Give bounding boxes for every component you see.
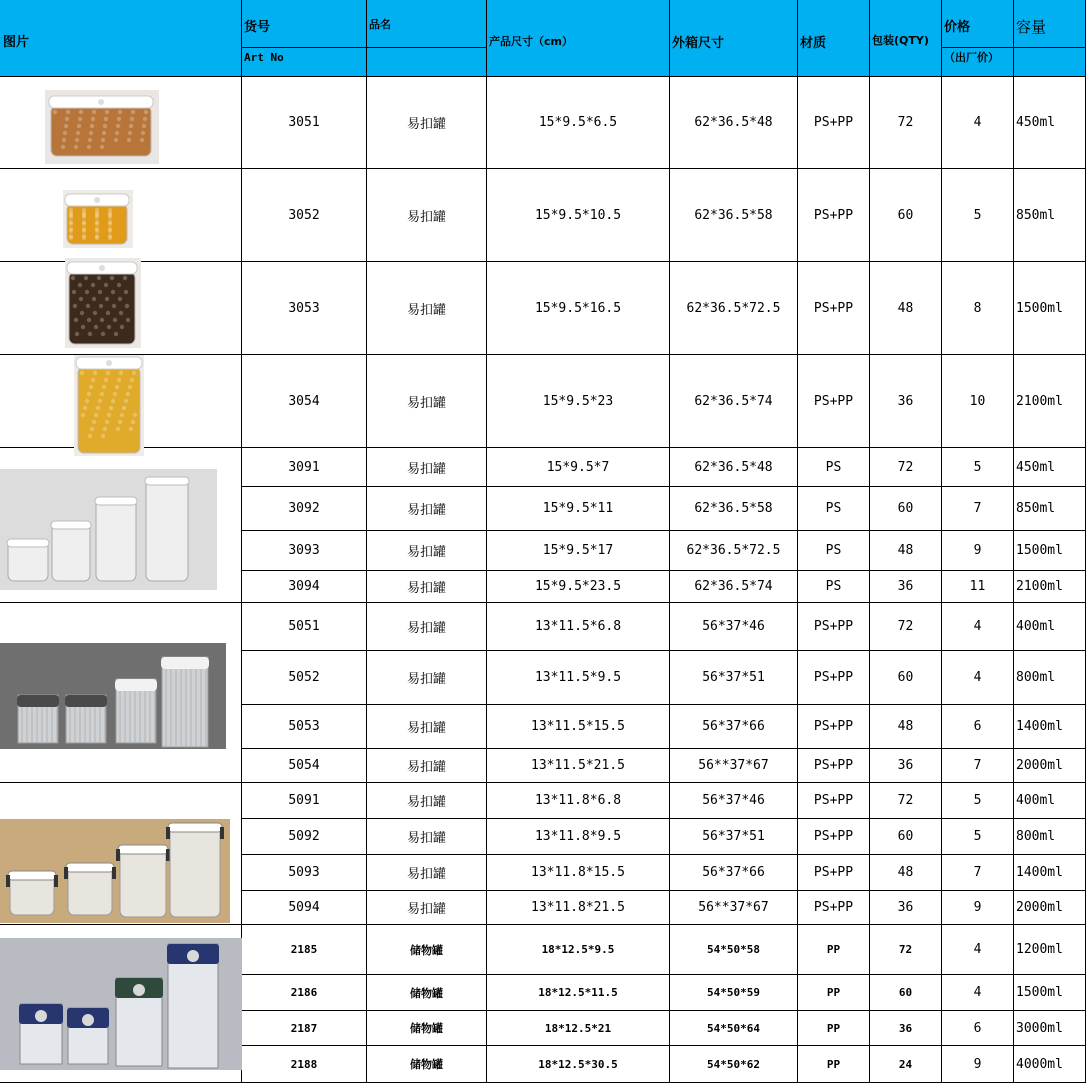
- capacity-cell: 450ml: [1014, 448, 1086, 487]
- product-size-cell: 15*9.5*7: [487, 448, 670, 487]
- price-cell: 4: [942, 603, 1014, 651]
- capacity-cell: 400ml: [1014, 603, 1086, 651]
- carton-size-cell: 56*37*66: [670, 705, 798, 749]
- capacity-cell: 800ml: [1014, 819, 1086, 855]
- product-name-cell: 易扣罐: [367, 749, 487, 783]
- price-cell: 9: [942, 1046, 1014, 1083]
- carton-size-cell: 62*36.5*74: [670, 355, 798, 448]
- product-name-cell: 易扣罐: [367, 355, 487, 448]
- capacity-cell: 400ml: [1014, 783, 1086, 819]
- product-name-cell: 易扣罐: [367, 819, 487, 855]
- header-product-size: [487, 0, 670, 77]
- pack-qty-cell: 48: [870, 531, 942, 571]
- material-cell: PS+PP: [798, 603, 870, 651]
- carton-size-cell: 56*37*51: [670, 651, 798, 705]
- capacity-cell: 800ml: [1014, 651, 1086, 705]
- material-cell: PS+PP: [798, 891, 870, 925]
- product-name-cell: 易扣罐: [367, 705, 487, 749]
- carton-size-cell: 54*50*64: [670, 1011, 798, 1046]
- material-cell: PS: [798, 448, 870, 487]
- product-name-cell: 储物罐: [367, 925, 487, 975]
- header-price: [942, 0, 1014, 77]
- pack-qty-cell: 48: [870, 262, 942, 355]
- price-cell: 6: [942, 705, 1014, 749]
- art-no-cell: 5053: [242, 705, 367, 749]
- header-art-en-label: Art No: [244, 51, 284, 64]
- material-cell: PS+PP: [798, 355, 870, 448]
- material-cell: PS+PP: [798, 749, 870, 783]
- capacity-cell: 1500ml: [1014, 531, 1086, 571]
- price-cell: 5: [942, 448, 1014, 487]
- header-pack: [870, 0, 942, 77]
- material-cell: PS: [798, 571, 870, 603]
- photo-3054-millet-container: [74, 355, 144, 456]
- photo-309x-clear-containers: [0, 469, 217, 590]
- art-no-cell: 3094: [242, 571, 367, 603]
- pack-qty-cell: 60: [870, 975, 942, 1011]
- carton-size-cell: 56*37*51: [670, 819, 798, 855]
- material-cell: PS+PP: [798, 855, 870, 891]
- carton-size-cell: 62*36.5*48: [670, 77, 798, 169]
- header-art-label: 货号: [244, 20, 271, 35]
- photo-3051-beans-container: [45, 90, 159, 164]
- pack-qty-cell: 48: [870, 855, 942, 891]
- material-cell: PS+PP: [798, 705, 870, 749]
- header-material-label: 材质: [800, 36, 827, 51]
- carton-size-cell: 56*37*46: [670, 603, 798, 651]
- header-capacity: [1014, 0, 1086, 77]
- material-cell: PS: [798, 531, 870, 571]
- product-name-cell: 易扣罐: [367, 169, 487, 262]
- carton-size-cell: 62*36.5*74: [670, 571, 798, 603]
- price-cell: 7: [942, 487, 1014, 531]
- product-size-cell: 13*11.8*6.8: [487, 783, 670, 819]
- header-price-sub-label: （出厂价）: [944, 51, 999, 64]
- price-cell: 5: [942, 169, 1014, 262]
- pack-qty-cell: 72: [870, 925, 942, 975]
- capacity-cell: 2000ml: [1014, 749, 1086, 783]
- capacity-cell: 450ml: [1014, 77, 1086, 169]
- price-cell: 4: [942, 651, 1014, 705]
- art-no-cell: 3092: [242, 487, 367, 531]
- pack-qty-cell: 60: [870, 487, 942, 531]
- pack-qty-cell: 72: [870, 783, 942, 819]
- header-capacity-label: 容量: [1016, 18, 1047, 36]
- carton-size-cell: 62*36.5*72.5: [670, 531, 798, 571]
- product-name-cell: 易扣罐: [367, 531, 487, 571]
- product-size-cell: 13*11.5*21.5: [487, 749, 670, 783]
- product-name-cell: 易扣罐: [367, 651, 487, 705]
- material-cell: PP: [798, 1011, 870, 1046]
- product-size-cell: 18*12.5*21: [487, 1011, 670, 1046]
- product-name-cell: 易扣罐: [367, 891, 487, 925]
- price-cell: 4: [942, 77, 1014, 169]
- product-size-cell: 15*9.5*11: [487, 487, 670, 531]
- price-cell: 4: [942, 925, 1014, 975]
- price-cell: 11: [942, 571, 1014, 603]
- art-no-cell: 3054: [242, 355, 367, 448]
- product-name-cell: 易扣罐: [367, 262, 487, 355]
- product-size-cell: 13*11.8*21.5: [487, 891, 670, 925]
- pack-qty-cell: 60: [870, 819, 942, 855]
- art-no-cell: 3052: [242, 169, 367, 262]
- art-no-cell: 3051: [242, 77, 367, 169]
- carton-size-cell: 62*36.5*58: [670, 487, 798, 531]
- pack-qty-cell: 60: [870, 169, 942, 262]
- product-size-cell: 15*9.5*6.5: [487, 77, 670, 169]
- price-cell: 9: [942, 891, 1014, 925]
- header-name: [367, 0, 487, 77]
- capacity-cell: 1400ml: [1014, 855, 1086, 891]
- pack-qty-cell: 72: [870, 77, 942, 169]
- product-name-cell: 储物罐: [367, 1011, 487, 1046]
- art-no-cell: 5093: [242, 855, 367, 891]
- header-name-label: 品名: [369, 18, 391, 31]
- capacity-cell: 2000ml: [1014, 891, 1086, 925]
- header-carton-size: [670, 0, 798, 77]
- capacity-cell: 850ml: [1014, 487, 1086, 531]
- product-name-cell: 易扣罐: [367, 571, 487, 603]
- pack-qty-cell: 48: [870, 705, 942, 749]
- price-cell: 6: [942, 1011, 1014, 1046]
- pack-qty-cell: 36: [870, 891, 942, 925]
- product-size-cell: 18*12.5*30.5: [487, 1046, 670, 1083]
- price-cell: 7: [942, 749, 1014, 783]
- product-name-cell: 易扣罐: [367, 487, 487, 531]
- product-name-cell: 易扣罐: [367, 783, 487, 819]
- header-price-label: 价格: [944, 20, 971, 35]
- material-cell: PP: [798, 925, 870, 975]
- photo-3052-pasta-container: [63, 190, 133, 248]
- pack-qty-cell: 36: [870, 749, 942, 783]
- header-divider: [942, 47, 1086, 48]
- capacity-cell: 4000ml: [1014, 1046, 1086, 1083]
- material-cell: PS+PP: [798, 819, 870, 855]
- carton-size-cell: 62*36.5*58: [670, 169, 798, 262]
- product-size-cell: 15*9.5*23.5: [487, 571, 670, 603]
- product-name-cell: 易扣罐: [367, 448, 487, 487]
- product-size-cell: 13*11.8*15.5: [487, 855, 670, 891]
- art-no-cell: 5051: [242, 603, 367, 651]
- photo-509x-clip-lid-containers: [0, 819, 230, 923]
- price-cell: 10: [942, 355, 1014, 448]
- price-cell: 4: [942, 975, 1014, 1011]
- capacity-cell: 1500ml: [1014, 975, 1086, 1011]
- carton-size-cell: 54*50*59: [670, 975, 798, 1011]
- product-size-cell: 13*11.5*6.8: [487, 603, 670, 651]
- product-size-cell: 13*11.8*9.5: [487, 819, 670, 855]
- carton-size-cell: 56**37*67: [670, 749, 798, 783]
- header-art: [242, 0, 367, 77]
- header-divider: [242, 47, 487, 48]
- material-cell: PP: [798, 1046, 870, 1083]
- product-name-cell: 易扣罐: [367, 855, 487, 891]
- product-name-cell: 储物罐: [367, 1046, 487, 1083]
- material-cell: PS+PP: [798, 783, 870, 819]
- capacity-cell: 1200ml: [1014, 925, 1086, 975]
- product-size-cell: 15*9.5*16.5: [487, 262, 670, 355]
- art-no-cell: 5052: [242, 651, 367, 705]
- photo-218x-colored-lid-containers: [0, 938, 242, 1070]
- material-cell: PP: [798, 975, 870, 1011]
- photo-3053-coffee-container: [65, 258, 141, 348]
- material-cell: PS+PP: [798, 262, 870, 355]
- art-no-cell: 2185: [242, 925, 367, 975]
- carton-size-cell: 62*36.5*72.5: [670, 262, 798, 355]
- product-name-cell: 易扣罐: [367, 603, 487, 651]
- carton-size-cell: 56**37*67: [670, 891, 798, 925]
- carton-size-cell: 56*37*66: [670, 855, 798, 891]
- pack-qty-cell: 24: [870, 1046, 942, 1083]
- pack-qty-cell: 36: [870, 1011, 942, 1046]
- art-no-cell: 3093: [242, 531, 367, 571]
- price-cell: 5: [942, 819, 1014, 855]
- product-size-cell: 15*9.5*10.5: [487, 169, 670, 262]
- product-name-cell: 易扣罐: [367, 77, 487, 169]
- pack-qty-cell: 72: [870, 448, 942, 487]
- capacity-cell: 2100ml: [1014, 571, 1086, 603]
- capacity-cell: 850ml: [1014, 169, 1086, 262]
- art-no-cell: 2188: [242, 1046, 367, 1083]
- art-no-cell: 5091: [242, 783, 367, 819]
- pack-qty-cell: 60: [870, 651, 942, 705]
- price-cell: 8: [942, 262, 1014, 355]
- material-cell: PS: [798, 487, 870, 531]
- product-size-cell: 13*11.5*15.5: [487, 705, 670, 749]
- product-name-cell: 储物罐: [367, 975, 487, 1011]
- capacity-cell: 2100ml: [1014, 355, 1086, 448]
- art-no-cell: 5094: [242, 891, 367, 925]
- product-size-cell: 15*9.5*23: [487, 355, 670, 448]
- pack-qty-cell: 36: [870, 571, 942, 603]
- price-cell: 5: [942, 783, 1014, 819]
- art-no-cell: 3053: [242, 262, 367, 355]
- material-cell: PS+PP: [798, 169, 870, 262]
- art-no-cell: 5054: [242, 749, 367, 783]
- header-product-size-label: 产品尺寸（cm）: [489, 35, 573, 48]
- pack-qty-cell: 72: [870, 603, 942, 651]
- price-cell: 7: [942, 855, 1014, 891]
- capacity-cell: 3000ml: [1014, 1011, 1086, 1046]
- pack-qty-cell: 36: [870, 355, 942, 448]
- carton-size-cell: 54*50*58: [670, 925, 798, 975]
- price-cell: 9: [942, 531, 1014, 571]
- photo-505x-grey-lid-containers: [0, 643, 226, 749]
- carton-size-cell: 62*36.5*48: [670, 448, 798, 487]
- carton-size-cell: 54*50*62: [670, 1046, 798, 1083]
- header-pic: [0, 0, 242, 77]
- capacity-cell: 1500ml: [1014, 262, 1086, 355]
- material-cell: PS+PP: [798, 651, 870, 705]
- art-no-cell: 2187: [242, 1011, 367, 1046]
- art-no-cell: 2186: [242, 975, 367, 1011]
- header-material: [798, 0, 870, 77]
- header-carton-size-label: 外箱尺寸: [672, 36, 725, 51]
- art-no-cell: 5092: [242, 819, 367, 855]
- product-size-cell: 13*11.5*9.5: [487, 651, 670, 705]
- product-size-cell: 15*9.5*17: [487, 531, 670, 571]
- product-size-cell: 18*12.5*11.5: [487, 975, 670, 1011]
- header-pic-label: 图片: [3, 35, 30, 50]
- material-cell: PS+PP: [798, 77, 870, 169]
- product-size-cell: 18*12.5*9.5: [487, 925, 670, 975]
- capacity-cell: 1400ml: [1014, 705, 1086, 749]
- art-no-cell: 3091: [242, 448, 367, 487]
- header-pack-label: 包装(QTY): [872, 34, 929, 47]
- carton-size-cell: 56*37*46: [670, 783, 798, 819]
